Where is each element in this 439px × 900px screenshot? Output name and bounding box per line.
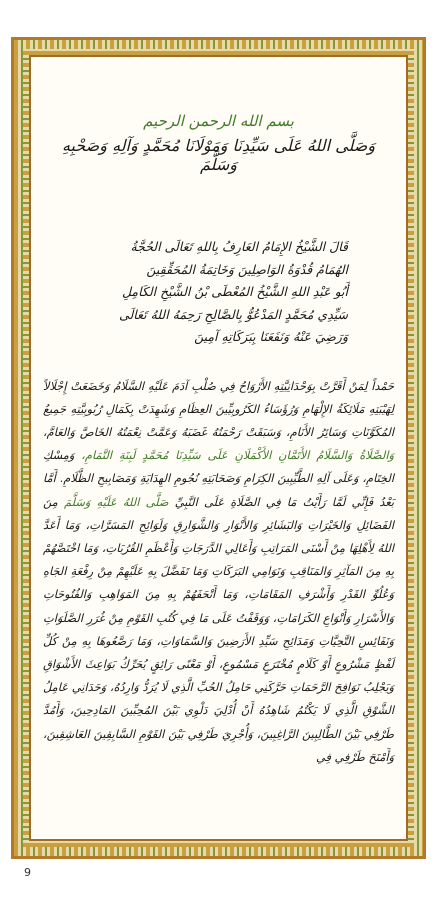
decorative-border-inner <box>23 49 414 847</box>
salawat-line: وَصَلَّى اللهُ عَلَى سَيِّدِنَا وَمَوْلَانَا مُحَمَّدٍ وَآلِهِ وَصَحْبِهِ وَسَلَّمَ <box>61 136 376 174</box>
decorative-border <box>11 37 426 859</box>
intro-line: قَالَ الشَّيْخُ الإِمَامُ العَارِفُ بِاللهِ تَعَالَى الحُجَّةُ <box>130 239 348 254</box>
salawat-highlight: وَالصَّلَاةُ وَالسَّلَامُ الأَتَمَّانِ الأَكْمَلَانِ عَلَى سَيِّدِنَا مُحَمَّدٍ لَبِنَةِ التَّمَامِ، <box>81 448 395 463</box>
page-number: 9 <box>24 866 31 879</box>
paragraph-2: وَمِسْكِ الخِتَامِ، وَعَلَى آلِهِ الطَّيِّبِينَ الكِرَامِ وَصَحَابَتِهِ نُجُومِ الهِدَايَةِ وَمَصَابِيحِ الظَّلَامِ. <box>43 448 395 486</box>
paragraph-3-start: أَمَّا بَعْدُ فَإِنِّي لَمَّا رَأَيْتُ مَا فِي الصَّلَاةِ عَلَى النَّبِيِّ <box>43 471 394 509</box>
intro-line: الهُمَامُ قُدْوَةُ الوَاصِلِينَ وَخَاتِمَةُ المُحَقِّقِينَ <box>146 261 348 277</box>
intro-block <box>89 236 348 349</box>
salutation-highlight: صَلَّى اللهُ عَلَيْهِ وَسَلَّمَ <box>63 494 169 509</box>
page-content <box>29 55 408 841</box>
intro-line: أَبُو عَبْدِ اللهِ الشَّيْخُ المُعْطَى بْنُ الشَّيْخِ الكَامِلِ <box>121 284 348 299</box>
intro-line: وَرَضِيَ عَنْهُ وَنَفَعَنَا بِبَرَكَاتِهِ آمِينَ <box>194 329 348 344</box>
body-text <box>43 375 394 769</box>
basmala: بسم الله الرحمن الرحيم <box>143 112 294 130</box>
paragraph-1: حَمْداً لِمَنْ أَقَرَّتْ بِوَحْدَانِيَّتِهِ الأَرْوَاحُ فِي صُلْبِ آدَمَ عَلَيْهِ السَّلَامُ وَخَضَعَتْ إِجْلَالاً لِهَيْبَتِهِ مَلَائِكَةُ الإِلْهَامِ وَرُؤَسَاءُ الكَرُوبِيِّينَ العِظَامِ وَشَهِدَتْ بِكَمَالِ رُبُوبِيَّتِهِ جَمِيعُ المُكَوَّنَاتِ وَسَائِرُ الأَنَامِ، وَسَبَقَتْ رَحْمَتُهُ غَضَبَهُ وَعَمَّتْ نِعْمَتُهُ الخَاصَّ وَالعَامَّ، <box>43 378 394 439</box>
paragraph-3-rest: مِنَ الفَضَائِلِ وَالخَيْرَاتِ وَالبَشَائِرِ وَالأَنْوَارِ وَالشَّوَارِقِ وَلَوَائِحِ المَسَرَّاتِ، وَمَا أَعَدَّ اللهُ لِأَهْلِهَا مِنْ أَسْنَى المَرَاتِبِ وَأَعَالِي الدَّرَجَاتِ وَأَعْظَمِ القُرُبَاتِ، وَمَا اخْتَصَّهُمْ بِهِ مِنَ المَآثِرِ وَالمَنَاقِبِ وَنَوَامِي البَرَكَاتِ وَمَا تَفَضَّلَ بِهِ عَلَيْهِمْ مِنْ رِفْعَةِ الجَاهِ وَعُلُوِّ القَدْرِ وَأَشْرَفِ المَقَامَاتِ، وَمَا أَتْحَفَهُمْ بِهِ مِنَ المَوَاهِبِ وَالفُتُوحَاتِ وَالأَسْرَارِ وَأَنْوَاعِ الكَرَامَاتِ، وَوَقَفْتُ عَلَى مَا فِي كُتُبِ القَوْمِ مِنْ غُرَرِ الصَّلَوَاتِ وَنَفَائِسِ التَّحِيَّاتِ وَمَدَائِحِ سَيِّدِ الأَرَضِينَ وَالسَّمَاوَاتِ، وَمَا رَصَّعُوهَا بِهِ مِنْ كُلِّ لَفْظٍ مَشْرُوعٍ أَوْ كَلَامٍ مُخْتَرَعٍ مَسْمُوعٍ، أَوْ مَعْنًى رَائِقٍ يُحَرِّكُ بَوَاعِثَ الأَشْوَاقِ وَيَجْلِبُ نَوَافِحَ الرَّحَمَاتِ حَرَّكَنِي حَامِلُ الحُبِّ الَّذِي لَا يُرَدُّ وَارِدُهُ، وَحَدَانِي عَامِلُ الشَّوْقِ الَّذِي لَا يَكْتُمُ شَاهِدُهُ أَنْ أُدْلِيَ دَلْوِي بَيْنَ المُحِبِّينَ المَادِحِينَ، وَأَمُدَّ طَرْفِي بَيْنَ الطَّالِبِينَ الرَّاغِبِينَ، وَأُجْرِيَ طَرْفِي بَيْنَ القَوْمِ السَّابِقِينَ العَاشِقِينَ، وَأَمْنَحَ طَرْفِي فِي <box>43 494 394 764</box>
intro-line: سَيِّدِي مُحَمَّدٍ المَدْعُوُّ بِالصَّالِحِ رَحِمَهُ اللهُ تَعَالَى <box>119 306 348 322</box>
